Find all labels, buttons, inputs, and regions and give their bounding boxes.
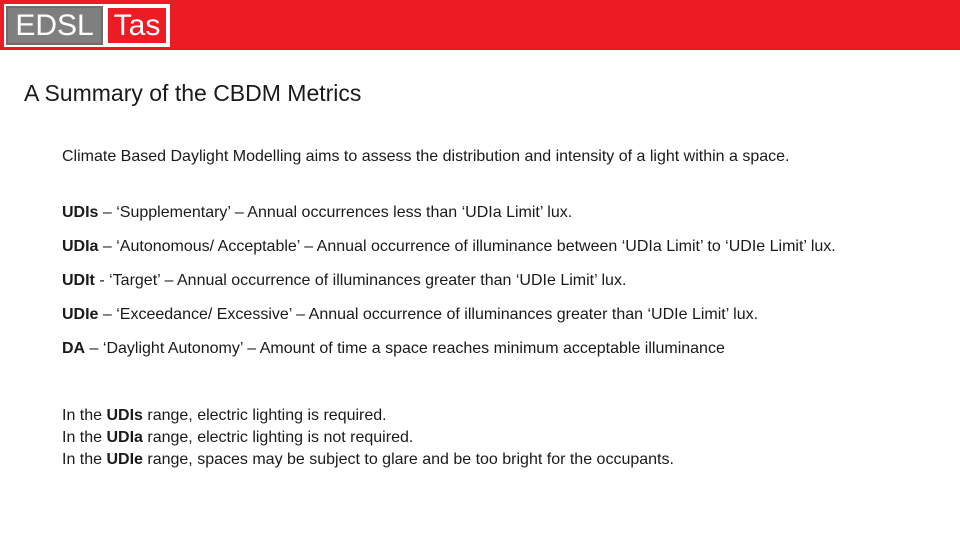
metric-term: UDIe <box>62 306 99 323</box>
note-suffix: range, spaces may be subject to glare and be too bright for the occupants. <box>142 451 674 468</box>
note-udis <box>62 405 912 427</box>
note-term: UDIs <box>106 407 143 424</box>
metric-udis <box>62 203 912 223</box>
note-udia <box>62 427 912 449</box>
note-term: UDIa <box>106 429 143 446</box>
edsl-tas-logo <box>4 4 170 47</box>
slide-content <box>62 147 912 471</box>
logo-tas-text: Tas <box>106 6 168 45</box>
metric-udia <box>62 237 912 257</box>
note-udie <box>62 449 912 471</box>
metric-description: – ‘Daylight Autonomy’ – Amount of time a space reaches minimum acceptable illuminance <box>85 340 725 357</box>
metric-description: - ‘Target’ – Annual occurrence of illuminances greater than ‘UDIe Limit’ lux. <box>94 272 627 289</box>
metric-udie <box>62 305 912 325</box>
note-prefix: In the <box>62 429 107 446</box>
metric-term: UDIt <box>62 272 95 289</box>
metric-description: – ‘Supplementary’ – Annual occurrences less than ‘UDIa Limit’ lux. <box>98 204 573 221</box>
metric-description: – ‘Exceedance/ Excessive’ – Annual occurrence of illuminances greater than ‘UDIe Limit’ lux. <box>98 306 759 323</box>
range-notes <box>62 405 912 471</box>
metric-da <box>62 339 912 359</box>
note-prefix: In the <box>62 451 107 468</box>
header-bar <box>0 0 960 50</box>
intro-paragraph: Climate Based Daylight Modelling aims to assess the distribution and intensity of a light within a space. <box>62 148 790 165</box>
metric-udit <box>62 271 912 291</box>
metric-term: DA <box>62 340 86 357</box>
metric-description: – ‘Autonomous/ Acceptable’ – Annual occurrence of illuminance between ‘UDIa Limit’ to ‘UDIe Limit’ lux. <box>98 238 836 255</box>
page-title: A Summary of the CBDM Metrics <box>24 80 362 106</box>
note-suffix: range, electric lighting is not required. <box>142 429 414 446</box>
logo-edsl-text: EDSL <box>6 6 103 45</box>
note-prefix: In the <box>62 407 107 424</box>
note-term: UDIe <box>106 451 143 468</box>
note-suffix: range, electric lighting is required. <box>142 407 387 424</box>
metric-term: UDIs <box>62 204 99 221</box>
metric-term: UDIa <box>62 238 99 255</box>
